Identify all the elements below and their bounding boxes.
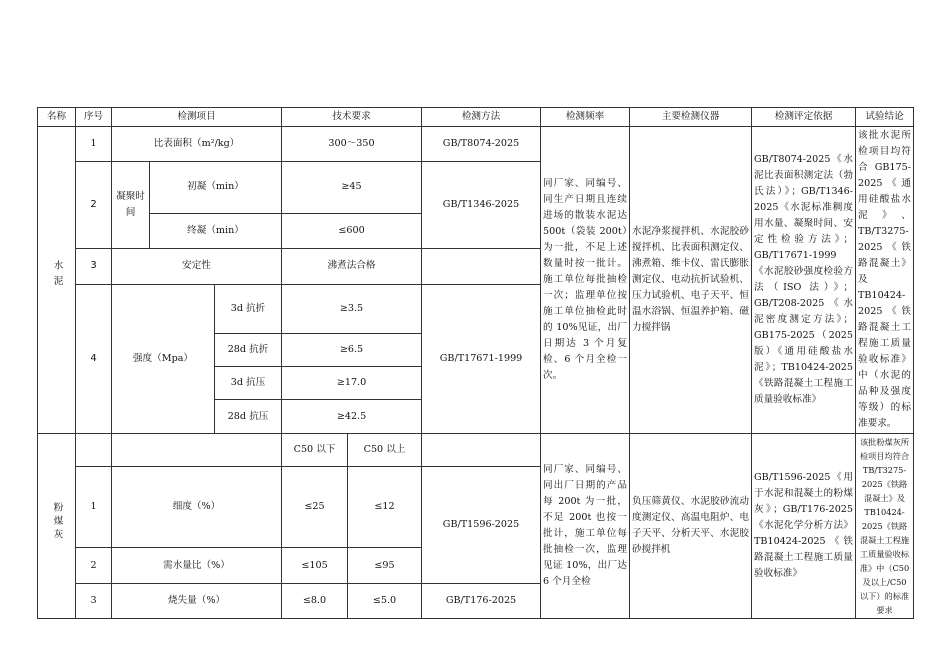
requirement-cell: ≥17.0 [282, 367, 422, 400]
method-cell [422, 248, 541, 284]
sub-item-cell: 3d 抗折 [215, 284, 282, 334]
item-cell [112, 434, 282, 467]
flyash-frequency: 同厂家、同编号、同出厂日期的产品每 200t 为一批，不足 200t 也按一批计，施工单位每批抽检一次，监理见证 10%，出厂达 6 个月全检 [541, 434, 630, 619]
sub-item-cell: 终凝（min） [150, 213, 282, 248]
sub-item-cell: 28d 抗折 [215, 334, 282, 367]
material-name-flyash: 粉煤灰 [38, 434, 76, 619]
grade-low-header: C50 以下 [282, 434, 348, 467]
requirement-cell: ≥42.5 [282, 400, 422, 434]
seq-cell: 2 [76, 162, 112, 249]
high-cell: ≤5.0 [348, 584, 422, 619]
header-method: 检测方法 [422, 108, 541, 127]
table-row [38, 434, 914, 467]
requirement-cell: 沸煮法合格 [282, 248, 422, 284]
method-cell: GB/T17671-1999 [422, 284, 541, 434]
requirement-cell: ≥45 [282, 162, 422, 214]
seq-cell: 1 [76, 127, 112, 162]
cement-frequency: 同厂家、同编号、同生产日期且连续进场的散装水泥达 500t（袋装 200t）为一批，不足上述数量时按一批计。施工单位每批抽检一次；监理单位按施工单位抽检此时的 10%见证，出厂日期达 3 个月复检、6 个月全检一次。 [541, 127, 630, 434]
flyash-basis: GB/T1596-2025《用于水泥和混凝土的粉煤灰》；GB/T176-2025《水泥化学分析方法》TB10424-2025《铁路混凝土工程施工质量验收标准》 [752, 434, 856, 619]
method-cell [422, 434, 541, 467]
header-seq: 序号 [76, 108, 112, 127]
requirement-cell: 300～350 [282, 127, 422, 162]
low-cell: ≤25 [282, 467, 348, 548]
flyash-instruments: 负压筛黄仪、水泥胶砂流动度测定仪、高温电阻炉、电子天平、分析天平、水泥胶砂搅拌机 [630, 434, 752, 619]
item-cell: 烧失量（%） [112, 584, 282, 619]
method-cell: GB/T1346-2025 [422, 162, 541, 249]
flyash-conclusion: 该批粉煤灰所检项目均符合 TB/T3275-2025《铁路混凝土》及 TB10424-2025《铁路混凝土工程施工质量验收标准》中（C50 及以上/C50 以下）的标准要求 [856, 434, 914, 619]
header-basis: 检测评定依据 [752, 108, 856, 127]
seq-cell: 3 [76, 584, 112, 619]
cement-conclusion: 该批水泥所检项目均符合 GB175-2025《通用硅酸盐水泥》、TB/T3275-2025《铁路混凝土》及 TB10424-2025《铁路混凝土工程施工质量验收标准》中（水泥的品种及强度等级）的标准要求。 [856, 127, 914, 434]
item-cell: 强度（Mpa） [112, 284, 215, 434]
header-conclusion: 试验结论 [856, 108, 914, 127]
high-cell: ≤12 [348, 467, 422, 548]
material-name-cement: 水泥 [38, 127, 76, 434]
header-instruments: 主要检测仪器 [630, 108, 752, 127]
seq-cell [76, 434, 112, 467]
seq-cell: 1 [76, 467, 112, 548]
sub-item-cell: 3d 抗压 [215, 367, 282, 400]
item-cell: 安定性 [112, 248, 282, 284]
high-cell: ≤95 [348, 548, 422, 584]
cement-instruments: 水泥净浆搅拌机、水泥胶砂搅拌机、比表面积测定仪、沸煮箱、维卡仪、雷氏膨胀测定仪、电动抗折试验机、压力试验机、电子天平、恒温水浴锅、恒温养护箱、磁力搅拌锅 [630, 127, 752, 434]
low-cell: ≤105 [282, 548, 348, 584]
item-cell: 比表面积（m²/kg） [112, 127, 282, 162]
header-row [38, 108, 914, 127]
seq-cell: 3 [76, 248, 112, 284]
item-cell: 凝聚时间 [112, 162, 150, 249]
table-row [38, 127, 914, 162]
requirement-cell: ≥6.5 [282, 334, 422, 367]
seq-cell: 2 [76, 548, 112, 584]
method-cell: GB/T176-2025 [422, 584, 541, 619]
method-cell: GB/T8074-2025 [422, 127, 541, 162]
low-cell: ≤8.0 [282, 584, 348, 619]
grade-high-header: C50 以上 [348, 434, 422, 467]
sub-item-cell: 初凝（min） [150, 162, 282, 214]
header-item: 检测项目 [112, 108, 282, 127]
seq-cell: 4 [76, 284, 112, 434]
item-cell: 细度（%） [112, 467, 282, 548]
method-cell: GB/T1596-2025 [422, 467, 541, 584]
header-frequency: 检测频率 [541, 108, 630, 127]
inspection-spec-table [37, 107, 914, 619]
requirement-cell: ≤600 [282, 213, 422, 248]
cement-basis: GB/T8074-2025《水泥比表面积测定法（勃氏法）》；GB/T1346-2025《水泥标准稠度用水量、凝聚时间、安定性检验方法》；GB/T17671-1999《水泥胶砂强度检验方法（ISO 法）》；GB/T208-2025《水泥密度测定方法》；GB175-2025（2025版）《通用硅酸盐水泥》；TB10424-2025《铁路混凝土工程施工质量验收标准》 [752, 127, 856, 434]
item-cell: 需水量比（%） [112, 548, 282, 584]
header-name: 名称 [38, 108, 76, 127]
requirement-cell: ≥3.5 [282, 284, 422, 334]
header-requirement: 技术要求 [282, 108, 422, 127]
sub-item-cell: 28d 抗压 [215, 400, 282, 434]
